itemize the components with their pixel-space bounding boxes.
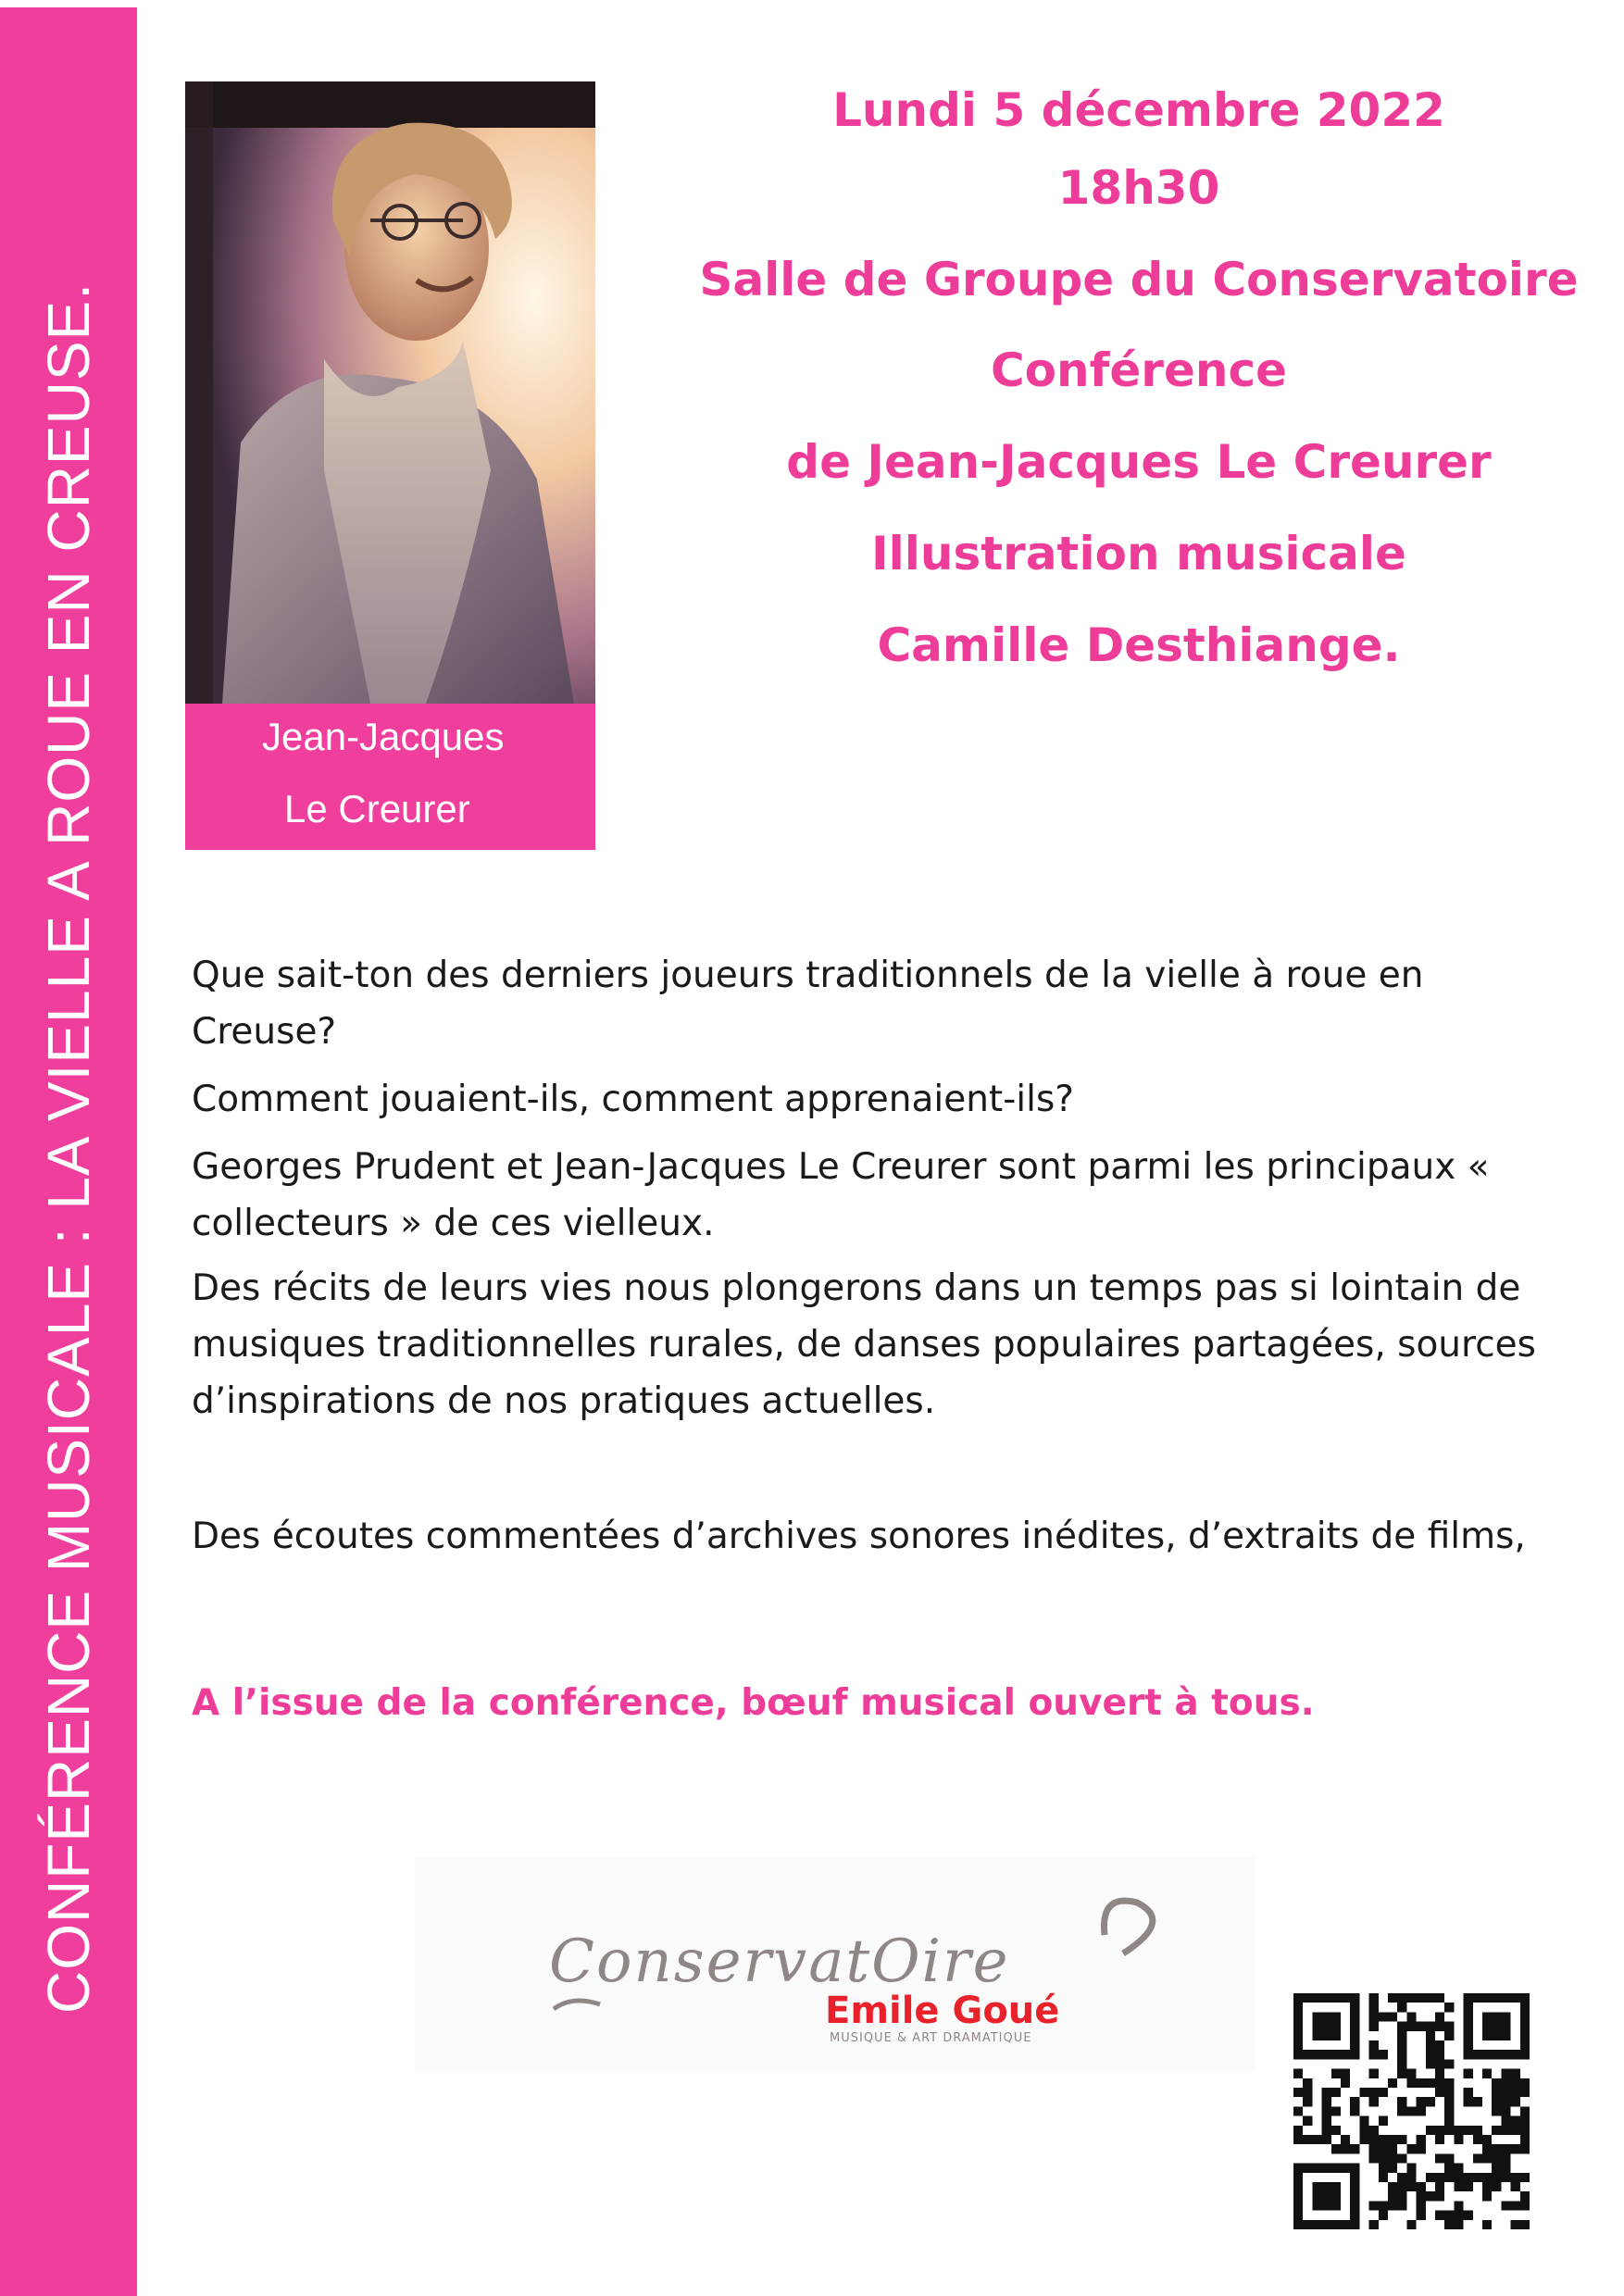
paragraph-question: Que sait-ton des derniers joueurs traditionnels de la vielle à roue en Creuse? — [192, 955, 1424, 1053]
logo-word: ConservatOire — [549, 1928, 1010, 1996]
event-type: Conférence — [990, 343, 1288, 397]
photo-caption — [185, 704, 595, 850]
logo-name: Emile Goué — [825, 1990, 1060, 2032]
paragraph-listening: Des écoutes commentées d’archives sonores inédites, d’extraits de films, — [192, 1516, 1526, 1557]
conservatoire-logo — [415, 1856, 1255, 2071]
event-time: 18h30 — [1057, 161, 1220, 215]
paragraph-how: Comment jouaient-ils, comment apprenaient-ils? — [192, 1079, 1074, 1120]
caption-last-name: Le Creurer — [284, 787, 470, 830]
speaker-photo — [185, 81, 595, 704]
event-speaker: de Jean-Jacques Le Creurer — [786, 435, 1492, 489]
closing-note: A l’issue de la conférence, bœuf musical ouvert à tous. — [192, 1682, 1315, 1724]
portrait-image — [185, 81, 595, 704]
paragraph-collectors: Georges Prudent et Jean-Jacques Le Creurer sont parmi les principaux « collecteurs » de ces vielleux. — [192, 1146, 1490, 1244]
event-venue: Salle de Groupe du Conservatoire — [699, 253, 1579, 306]
qr-code-icon[interactable] — [1293, 1993, 1530, 2229]
paragraph-stories: Des récits de leurs vies nous plongerons dans un temps pas si lointain de musiques traditionnelles rurales, de danses populaires partagées, sources d’inspirations de nos pratiques actuelles. — [192, 1267, 1536, 1422]
event-date: Lundi 5 décembre 2022 — [832, 83, 1445, 137]
side-title: CONFÉRENCE MUSICALE : LA VIELLE A ROUE EN CREUSE. — [35, 282, 102, 2014]
conservatoire-logo-mark — [415, 1856, 1255, 2071]
logo-subtitle: MUSIQUE & ART DRAMATIQUE — [830, 2031, 1032, 2045]
caption-first-name: Jean-Jacques — [262, 715, 505, 758]
event-musician: Camille Desthiange. — [877, 618, 1401, 672]
qr-code-image — [1293, 1993, 1530, 2229]
event-illustration: Illustration musicale — [871, 527, 1406, 580]
